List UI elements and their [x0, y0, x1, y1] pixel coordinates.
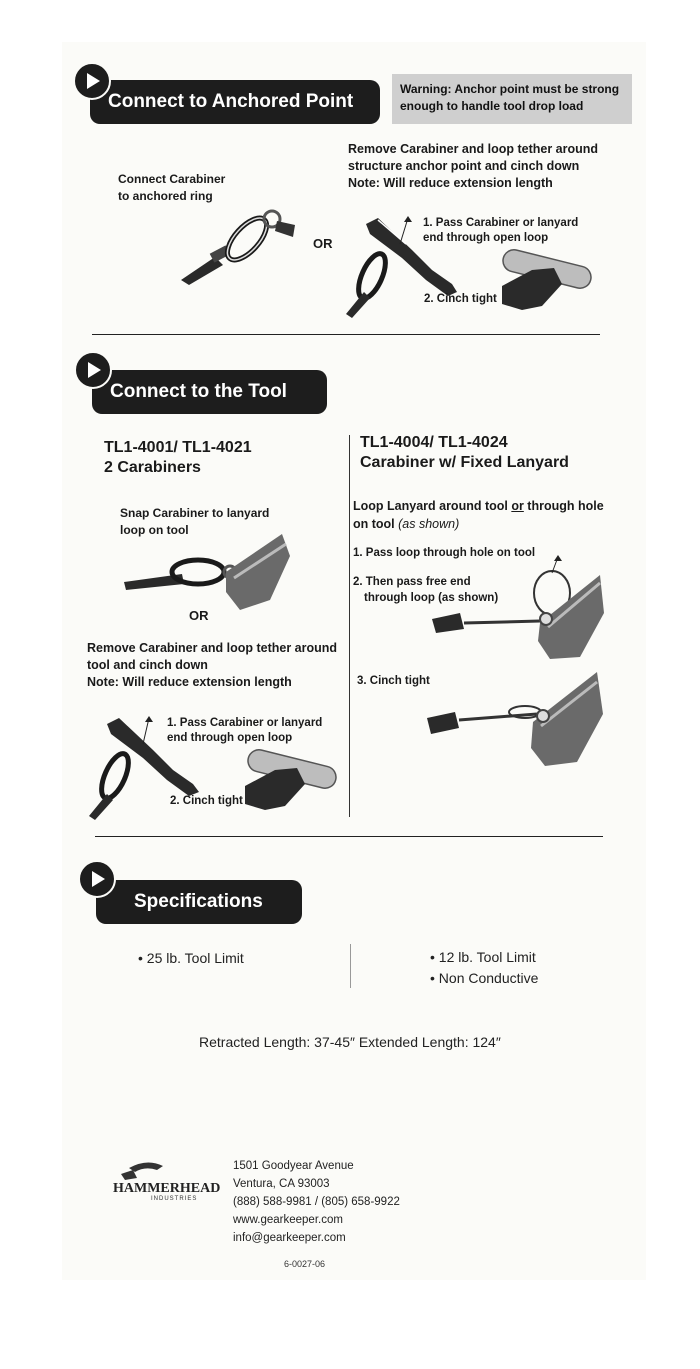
text-line: 1. Pass Carabiner or lanyard — [167, 717, 323, 729]
text-line: Remove Carabiner and loop tether around — [348, 142, 599, 156]
text-segment: on tool — [353, 517, 399, 531]
left-model-block — [104, 438, 252, 478]
text-line: Snap Carabiner to lanyard — [120, 506, 270, 520]
warning-line: enough to handle tool drop load — [400, 99, 584, 113]
play-arrow-icon — [74, 351, 112, 389]
spec-item: • 25 lb. Tool Limit — [138, 950, 244, 966]
text-segment: or — [511, 499, 524, 513]
address-line: 1501 Goodyear Avenue — [233, 1160, 354, 1172]
model-number: TL1-4004/ TL1-4024 — [360, 434, 508, 451]
website-link[interactable]: www.gearkeeper.com — [233, 1214, 343, 1226]
spec-list-right — [430, 947, 538, 989]
anchor-section-header — [90, 80, 380, 124]
tool-section-title: Connect to the Tool — [110, 381, 287, 402]
text-line: end through open loop — [167, 732, 293, 744]
text-line: tool and cinch down — [87, 658, 208, 672]
remove-tool-text — [87, 640, 337, 691]
lanyard-hole-illustration — [430, 553, 605, 663]
text-segment: Loop Lanyard around tool — [353, 499, 512, 513]
text-line: through loop (as shown) — [364, 592, 499, 604]
or-text: OR — [313, 236, 333, 251]
specs-section-title: Specifications — [134, 891, 263, 912]
text-line: Remove Carabiner and loop tether around — [87, 641, 338, 655]
carabiner-ring-illustration — [175, 205, 300, 285]
spec-item: • 12 lb. Tool Limit — [430, 949, 536, 965]
section-divider — [95, 836, 603, 837]
text-line — [353, 515, 604, 533]
text-line: to anchored ring — [118, 189, 213, 203]
address-line: Ventura, CA 93003 — [233, 1178, 330, 1190]
hammerhead-logo — [107, 1158, 227, 1202]
text-segment: through hole — [523, 499, 604, 513]
text-line: loop on tool — [120, 523, 189, 537]
remove-carabiner-text — [348, 141, 598, 192]
length-spec: Retracted Length: 37-45″ Extended Length: 124″ — [199, 1034, 501, 1050]
lanyard-cinched-illustration — [425, 664, 605, 769]
tool-step2-text: 2. Cinch tight — [170, 795, 243, 807]
text-line: Connect Carabiner — [118, 172, 226, 186]
specs-section-header — [96, 880, 302, 924]
anchor-section-title: Connect to Anchored Point — [108, 91, 354, 112]
or-text: OR — [189, 608, 209, 623]
play-arrow-icon — [78, 860, 116, 898]
text-line: structure anchor point and cinch down — [348, 159, 580, 173]
warning-box — [392, 74, 632, 124]
snap-carabiner-illustration — [122, 530, 292, 615]
right-step1-text: 1. Pass loop through hole on tool — [353, 547, 536, 559]
document-code: 6-0027-06 — [284, 1259, 326, 1269]
text-line: Note: Will reduce extension length — [348, 176, 553, 190]
play-arrow-icon — [73, 62, 111, 100]
model-number: TL1-4001/ TL1-4021 — [104, 439, 252, 456]
text-line: end through open loop — [423, 232, 549, 244]
email-link[interactable]: info@gearkeeper.com — [233, 1232, 346, 1244]
text-line: Note: Will reduce extension length — [87, 675, 292, 689]
text-line: 2. Then pass free end — [353, 576, 471, 588]
right-model-block — [360, 433, 569, 473]
right-step3-text: 3. Cinch tight — [357, 675, 430, 687]
warning-line: Warning: Anchor point must be strong — [400, 82, 620, 96]
anchor-step2-text: 2. Cinch tight — [424, 293, 497, 305]
brand-name: HAMMERHEAD — [113, 1181, 221, 1196]
model-description: 2 Carabiners — [104, 459, 201, 476]
contact-block — [233, 1157, 400, 1247]
model-description: Carabiner w/ Fixed Lanyard — [360, 454, 569, 471]
connect-carabiner-text — [118, 171, 225, 205]
loop-lanyard-text — [353, 497, 604, 533]
brand-subtitle: INDUSTRIES — [151, 1196, 198, 1202]
anchor-step1-text — [423, 216, 578, 246]
column-divider — [349, 435, 350, 817]
phone-line: (888) 588-9981 / (805) 658-9922 — [233, 1196, 400, 1208]
spec-divider — [350, 944, 351, 988]
spec-item: • Non Conductive — [430, 970, 539, 986]
section-divider — [92, 334, 600, 335]
text-line: 1. Pass Carabiner or lanyard — [423, 217, 579, 229]
tool-step1-text — [167, 716, 322, 746]
text-line — [353, 497, 604, 515]
tool-section-header — [92, 370, 327, 414]
text-segment: (as shown) — [398, 517, 460, 531]
